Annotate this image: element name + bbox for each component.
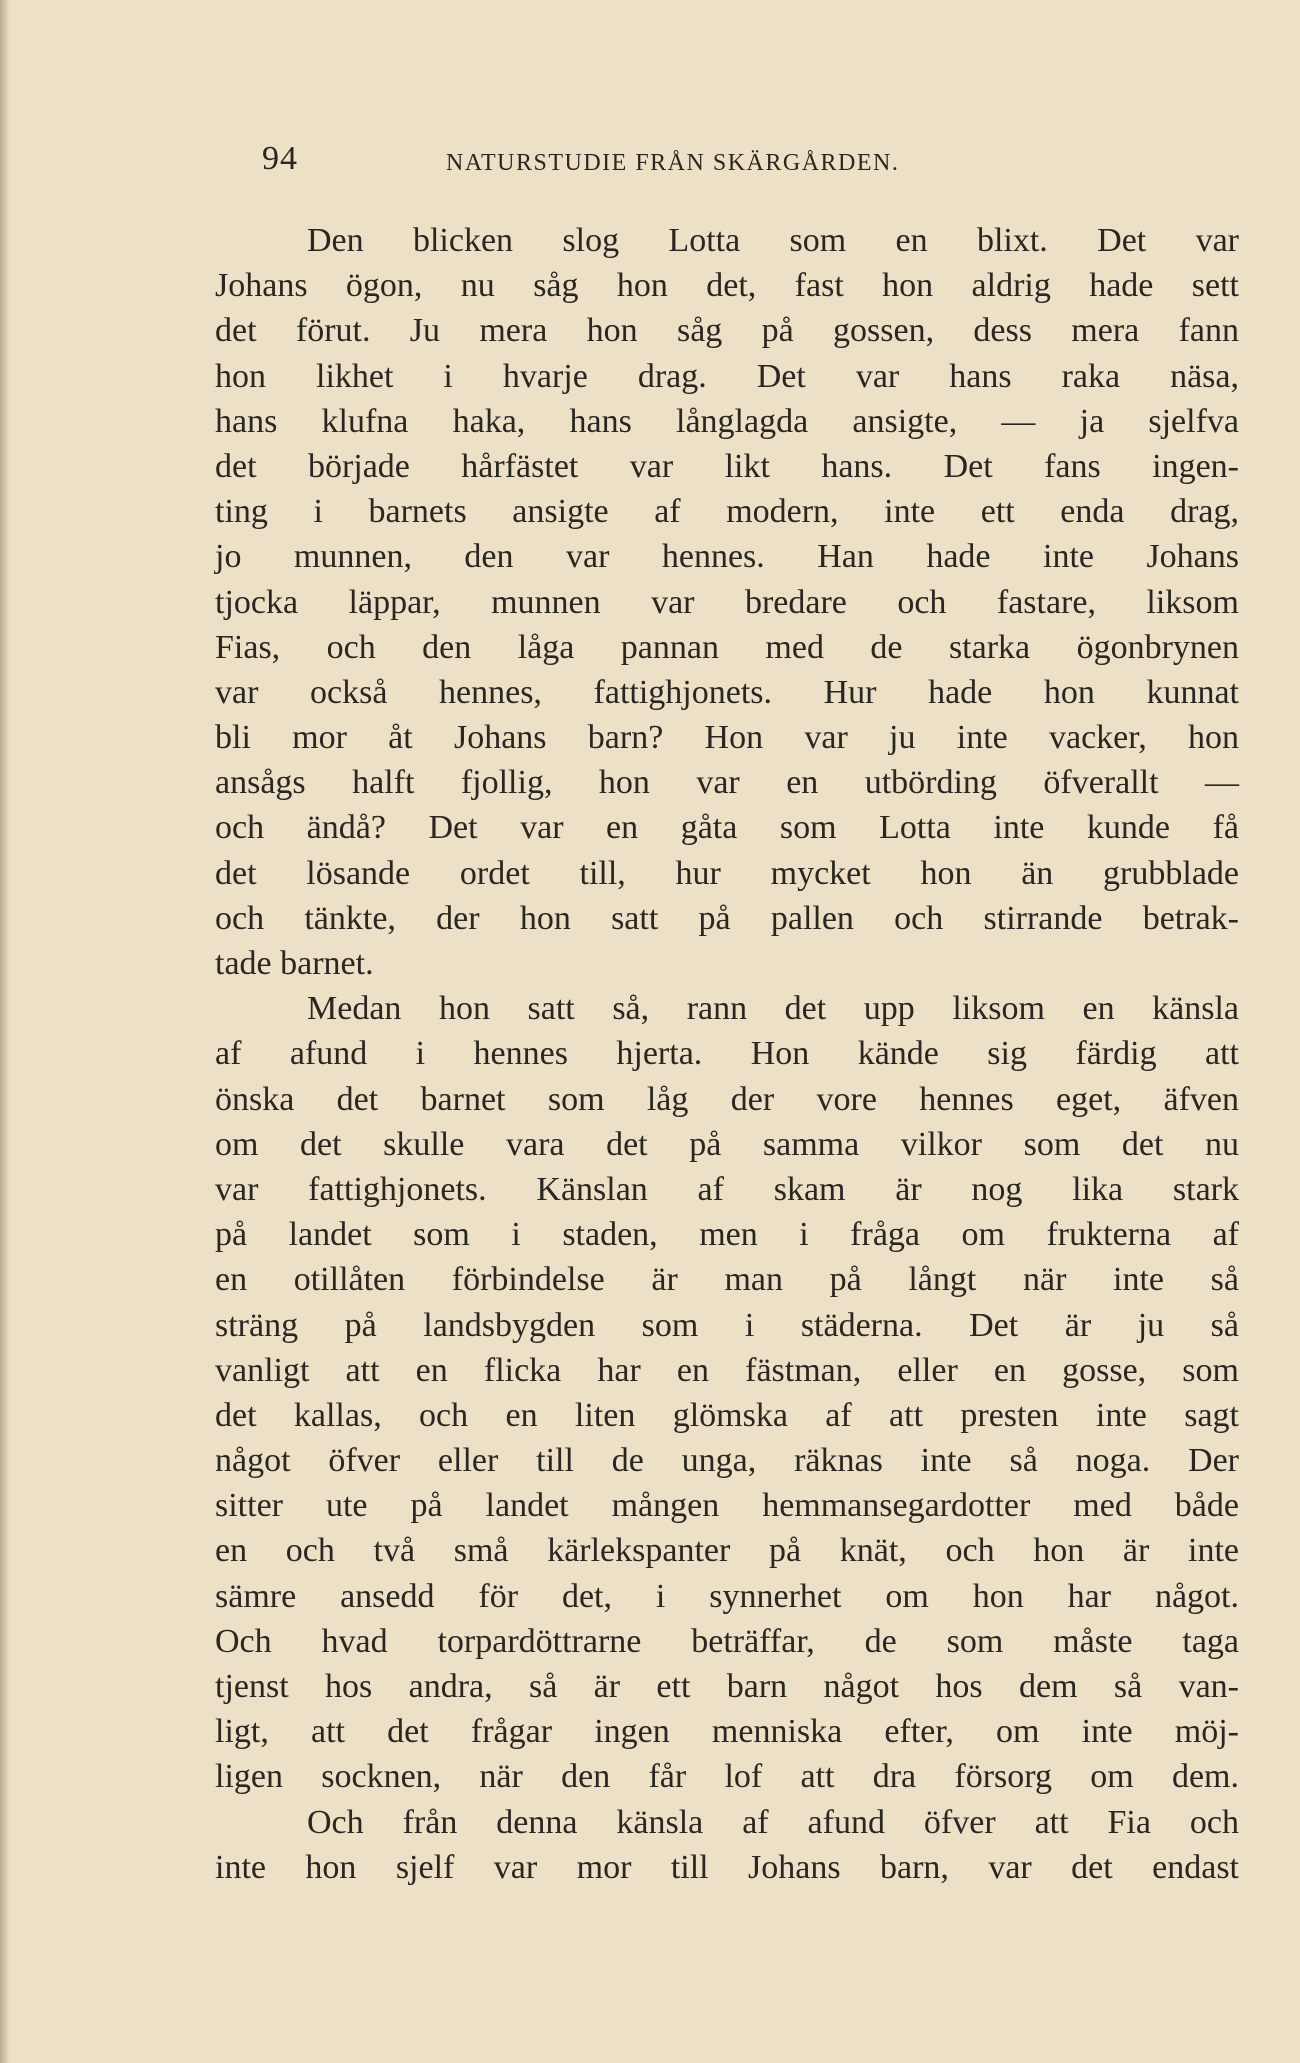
text-line: Johans ögon, nu såg hon det, fast hon aldrig hade sett	[215, 267, 1239, 305]
text-line: ansågs halft fjollig, hon var en utbörding öfverallt —	[215, 764, 1239, 802]
text-line: det kallas, och en liten glömska af att presten inte sagt	[215, 1396, 1239, 1434]
text-line: tade barnet.	[215, 945, 374, 982]
text-line: tjenst hos andra, så är ett barn något hos dem så van-	[215, 1668, 1239, 1705]
text-line: sämre ansedd för det, i synnerhet om hon har något.	[215, 1577, 1239, 1615]
running-title: NATURSTUDIE FRÅN SKÄRGÅRDEN.	[446, 150, 900, 176]
text-line: om det skulle vara det på samma vilkor som det nu	[215, 1125, 1239, 1163]
text-line: vanligt att en flicka har en fästman, eller en gosse, som	[215, 1351, 1239, 1389]
text-line: Och från denna känsla af afund öfver att Fia och	[307, 1803, 1239, 1841]
text-line: bli mor åt Johans barn? Hon var ju inte vacker, hon	[215, 719, 1239, 757]
text-line: hon likhet i hvarje drag. Det var hans raka näsa,	[215, 357, 1239, 395]
text-line: hans klufna haka, hans långlagda ansigte, — ja sjelfva	[215, 402, 1239, 440]
text-line: af afund i hennes hjerta. Hon kände sig färdig att	[215, 1035, 1239, 1073]
text-line: det började hårfästet var likt hans. Det fans ingen-	[215, 447, 1239, 485]
text-line: Fias, och den låga pannan med de starka ögonbrynen	[215, 628, 1239, 666]
text-line: sträng på landsbygden som i städerna. Det är ju så	[215, 1306, 1239, 1344]
text-line: Medan hon satt så, rann det upp liksom en känsla	[307, 990, 1239, 1028]
running-head	[262, 140, 1042, 184]
text-line: något öfver eller till de unga, räknas inte så noga. Der	[215, 1442, 1239, 1480]
text-line: och ändå? Det var en gåta som Lotta inte kunde få	[215, 809, 1239, 847]
text-line: en och två små kärlekspanter på knät, och hon är inte	[215, 1532, 1239, 1570]
text-line: jo munnen, den var hennes. Han hade inte Johans	[215, 538, 1239, 576]
text-line: på landet som i staden, men i fråga om frukterna af	[215, 1216, 1239, 1254]
text-line: Den blicken slog Lotta som en blixt. Det var	[307, 222, 1239, 259]
text-line: det lösande ordet till, hur mycket hon än grubblade	[215, 854, 1239, 892]
text-line: ligen socknen, när den får lof att dra försorg om dem.	[215, 1758, 1239, 1796]
text-line: önska det barnet som låg der vore hennes eget, äfven	[215, 1080, 1239, 1118]
text-line: det förut. Ju mera hon såg på gossen, dess mera fann	[215, 312, 1239, 350]
text-line: sitter ute på landet mången hemmansegardotter med både	[215, 1487, 1239, 1525]
text-line: och tänkte, der hon satt på pallen och stirrande betrak-	[215, 899, 1239, 937]
text-line: ting i barnets ansigte af modern, inte ett enda drag,	[215, 493, 1239, 531]
page-edge	[0, 0, 10, 2063]
text-line: ligt, att det frågar ingen menniska efter, om inte möj-	[215, 1713, 1239, 1751]
text-line: var också hennes, fattighjonets. Hur hade hon kunnat	[215, 673, 1239, 711]
body-text	[215, 218, 1239, 1890]
text-line: inte hon sjelf var mor till Johans barn, var det endast	[215, 1848, 1239, 1886]
text-line: var fattighjonets. Känslan af skam är nog lika stark	[215, 1170, 1239, 1208]
text-line: tjocka läppar, munnen var bredare och fastare, liksom	[215, 583, 1239, 621]
text-line: Och hvad torpardöttrarne beträffar, de som måste taga	[215, 1622, 1239, 1660]
page-number: 94	[262, 140, 298, 177]
text-line: en otillåten förbindelse är man på långt när inte så	[215, 1261, 1239, 1299]
